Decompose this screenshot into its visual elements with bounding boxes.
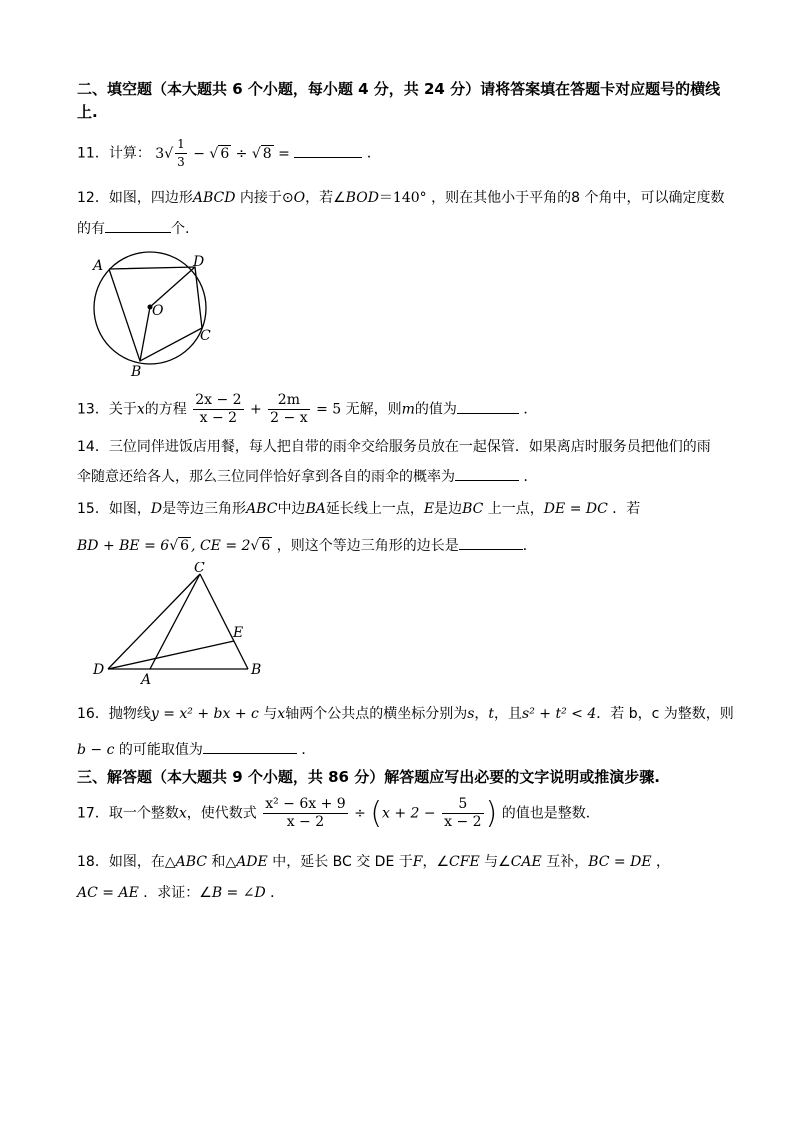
q11-answer-blank[interactable] [294,143,362,158]
label-a: A [141,672,152,687]
q16-answer-blank[interactable] [203,739,297,754]
q15-answer-blank[interactable] [459,535,523,550]
question-18-line2: AC = AE ．求证：∠B = ∠D ． [77,885,285,901]
q12-answer-blank[interactable] [105,218,171,233]
label-b: B [251,662,262,678]
segment-od [150,267,195,307]
question-12-line2: 的有 个. [77,218,189,238]
question-14-line1: 14．三位同伴进饭店用餐，每人把自带的雨伞交给服务员放在一起保管．如果离店时服务员把他们的雨 [77,439,711,455]
q17-inner-fraction: $\frac{5}{x - 2}$ [444,796,482,830]
segment-de [108,641,234,669]
question-15-line1: 15．如图，D是等边三角形ABC中边BA延长线上一点，E是边BC 上一点，DE = DC ．若 [77,501,641,517]
label-a: A [93,258,104,274]
segment-dc [108,574,200,669]
figure-circle-quadrilateral [88,248,218,378]
q14-answer-blank[interactable] [455,466,519,481]
label-d: D [193,254,205,270]
label-e: E [233,625,244,641]
label-d: D [93,662,105,678]
question-16-line2: b − c 的可能取值为 ． [77,739,315,759]
q11-expression: 3√ $\frac{1}{3}$ − √ 6 ÷ √ 8 = [155,137,295,169]
q11-label: 11．计算： [77,145,151,162]
segment-cb [200,574,248,669]
question-13: 13．关于x的方程 $\frac{2x - 2}{x - 2}$ + $\frac{2m}{2 - x}$ = 5 无解，则m的值为 ． [77,392,538,426]
question-18-line1: 18．如图，在△ABC 和△ADE 中，延长 BC 交 DE 于F，∠CFE 与∠CAE 互补，BC = DE ， [77,854,671,870]
label-c: C [194,562,205,576]
question-12-line1: 12．如图，四边形ABCD 内接于⊙O，若∠BOD＝140° ，则在其他小于平角的8 个角中，可以确定度数 [77,190,725,206]
label-b: B [131,364,142,378]
segment-ob [140,307,150,361]
q13-answer-blank[interactable] [457,399,519,414]
label-o: O [152,303,164,319]
question-15-line2: BD + BE = 6√ 6 , CE = 2√ 6 ，则这个等边三角形的边长是 ． [77,535,537,555]
section2-title-line1: 二、填空题（本大题共 6 个小题，每小题 4 分，共 24 分）请将答案填在答题卡对应题号的横线 [77,80,721,98]
section2-title-line2: 上. [77,103,98,121]
section3-title: 三、解答题（本大题共 9 个小题，共 86 分）解答题应写出必要的文字说明或推演步骤. [77,768,660,786]
q17-fraction: $\frac{\text{x² − 6x + 9}}{x - 2}$ [265,796,346,830]
figure-equilateral-triangle [88,562,268,687]
q13-fraction-1: $\frac{2x - 2}{x - 2}$ [195,392,242,426]
question-11: 11．计算： 3√ $\frac{1}{3}$ − √ 6 ÷ √ 8 = ． [77,137,381,169]
q13-fraction-2: $\frac{2m}{2 - x}$ [270,392,308,426]
question-14-line2: 伞随意还给各人，那么三位同伴恰好拿到各自的雨伞的概率为 ． [77,466,537,486]
question-16-line1: 16．抛物线y = x² + bx + c 与x轴两个公共点的横坐标分别为s，t，且s² + t² < 4．若 b，c 为整数，则 [77,706,734,722]
label-c: C [200,328,211,344]
question-17: 17．取一个整数x，使代数式 $\frac{\text{x² − 6x + 9}}{x - 2}$ ÷ (x + 2 − $\frac{5}{x - 2}$ ) 的值也是整数． [77,796,600,831]
